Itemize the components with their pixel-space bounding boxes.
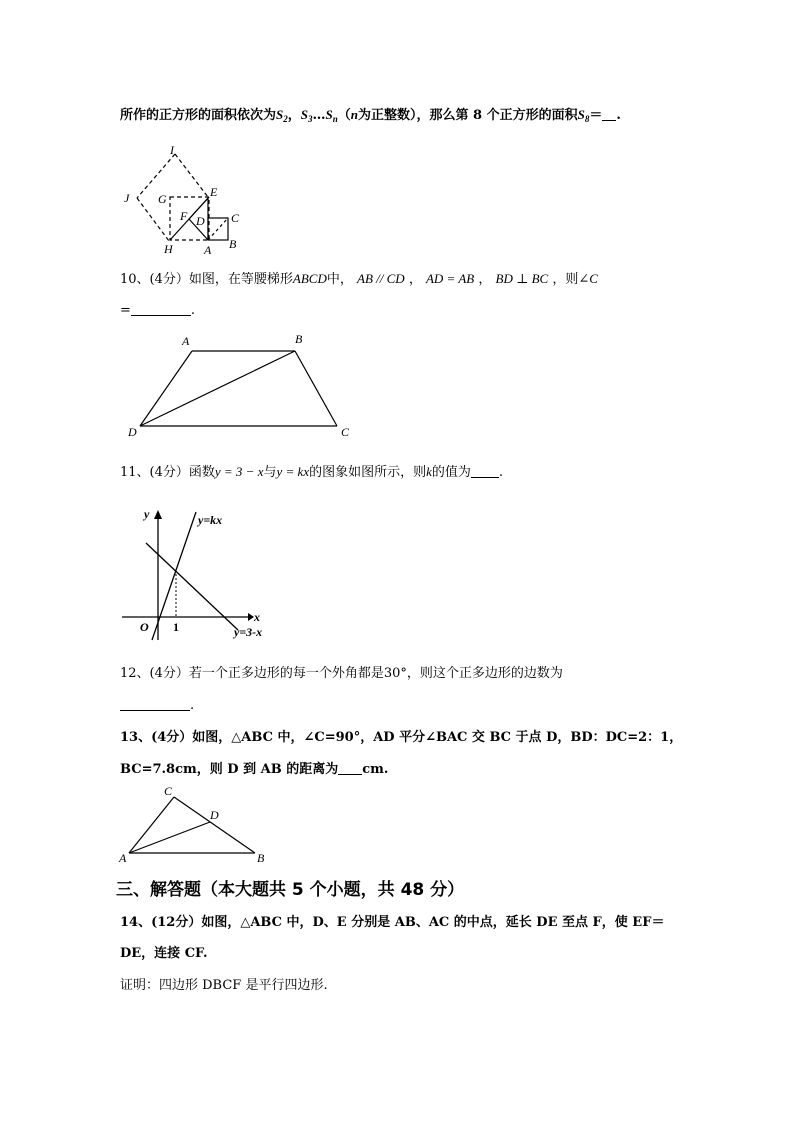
edge-ij xyxy=(137,154,175,198)
line-label-3-x: y=3-x xyxy=(234,625,263,639)
edge-ad xyxy=(140,351,192,426)
line-label-kx: y=kx xyxy=(198,513,223,527)
edge-ie xyxy=(175,154,208,197)
s8-symbol: $S_8$ xyxy=(577,107,590,124)
q11-text: 11、(4分）函数y = 3 − x与y = kx的图象如图所示，则k的值为 . xyxy=(120,464,504,480)
label-f: F xyxy=(180,209,188,223)
label-c: C xyxy=(231,211,240,225)
q14-text-line1: 14、(12分）如图，△ABC 中，D、E 分别是 AB、AC 的中点，延长 DE 至点 F，使 EF＝ xyxy=(120,915,665,930)
q13-text-line1: 13、(4分）如图，△ABC 中，∠C=90°，AD 平分∠BAC 交 BC 于点 D，BD：DC=2：1， xyxy=(120,730,683,745)
q10-text: 10、(4分）如图，在等腰梯形ABCD中， AB // CD ， AD = AB ， BD ⊥ BC ，则∠C xyxy=(120,271,598,287)
diagonal-bd xyxy=(140,351,295,426)
label-h: H xyxy=(164,242,173,256)
q12-text: 12、(4分）若一个正多边形的每一个外角都是30°，则这个正多边形的边数为 xyxy=(120,666,563,681)
label-g: G xyxy=(158,192,167,206)
q9-text: 所作的正方形的面积依次为$S_2$，$S_3\dots S_n(n$为正整数），那么第 8 个正方形的面积$S_8=$ . xyxy=(120,107,621,124)
label-c: C xyxy=(164,784,173,798)
label-c: C xyxy=(341,425,350,439)
label-d: D xyxy=(196,214,205,228)
diagonal-ac xyxy=(208,218,228,240)
edge-cb xyxy=(174,797,255,853)
label-a: A xyxy=(182,334,190,348)
section-heading: 三、解答题（本大题共 5 个小题，共 48 分） xyxy=(116,880,465,900)
figure-right-triangle xyxy=(118,782,278,864)
figure-function-graph xyxy=(120,500,280,650)
n-symbol: n xyxy=(350,107,358,122)
answer-blank[interactable] xyxy=(338,760,362,775)
label-d: D xyxy=(210,808,219,822)
label-d: D xyxy=(128,425,137,439)
figure-trapezoid xyxy=(125,330,365,442)
origin-label: O xyxy=(140,620,149,634)
answer-blank[interactable] xyxy=(471,463,499,478)
answer-blank[interactable] xyxy=(120,696,190,711)
label-a: A xyxy=(119,851,127,865)
y-axis-label: y xyxy=(144,507,150,521)
answer-blank[interactable] xyxy=(131,301,191,316)
figure-nested-squares xyxy=(118,140,258,260)
label-b: B xyxy=(229,237,237,251)
s3-symbol: $S_3$ xyxy=(300,107,313,124)
y-axis-arrow-icon xyxy=(154,510,162,519)
q14-text-line2: DE，连接 CF. xyxy=(120,946,208,961)
sn-symbol: $S_n$ xyxy=(325,107,338,124)
label-e: E xyxy=(210,185,218,199)
q10-answer-line: = . xyxy=(120,303,196,318)
answer-blank[interactable] xyxy=(602,106,616,121)
label-b: B xyxy=(295,332,303,346)
q13-text-line2: BC=7.8cm，则 D 到 AB 的距离为 cm. xyxy=(120,762,389,777)
x-axis-label: x xyxy=(254,610,260,624)
label-i: I xyxy=(170,143,174,157)
tick-label-1: 1 xyxy=(173,620,179,634)
q14-proof: 证明：四边形 DBCF 是平行四边形. xyxy=(120,978,328,993)
edge-bc xyxy=(295,351,337,426)
q12-answer-line: . xyxy=(120,696,194,716)
label-j: J xyxy=(124,191,130,205)
label-b: B xyxy=(257,851,265,865)
label-a: A xyxy=(204,243,212,257)
s2-symbol: $S_2$ xyxy=(276,107,288,124)
